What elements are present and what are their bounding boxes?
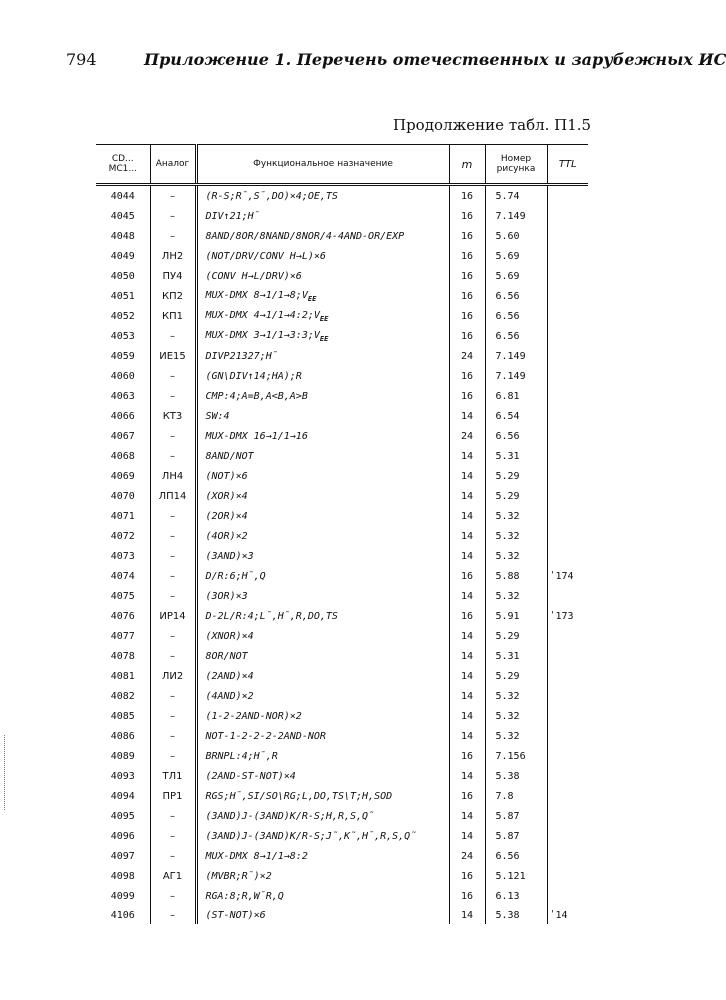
figure-number-cell: 7.8	[485, 786, 547, 806]
table-header-row	[96, 145, 588, 185]
figure-number-cell: 5.29	[485, 466, 547, 486]
analog-cell: КП1	[150, 306, 196, 326]
cd-number-cell: 4074	[110, 570, 135, 582]
function-cell: DIVP21327;H̄	[196, 346, 449, 366]
function-cell: (2AND-ST-NOT)×4	[196, 766, 449, 786]
analog-cell: –	[150, 526, 196, 546]
cd-number-cell: 4072	[110, 530, 135, 542]
function-cell: MUX-DMX 8→1/1→8:2	[196, 846, 449, 866]
ttl-analog-cell: ʹ173	[547, 606, 588, 626]
function-cell: MUX-DMX $3\to 1/1\to 3:3;V_{EE}$	[196, 326, 449, 346]
table-row	[96, 546, 588, 566]
cd-number-cell: 4044	[110, 190, 135, 202]
table-row	[96, 346, 588, 366]
cd-number-cell: 4052	[110, 310, 135, 322]
figure-number-cell: 7.156	[485, 746, 547, 766]
header-figure-line2: рисунка	[496, 164, 536, 174]
pin-count-cell: 14	[449, 666, 485, 686]
table-row	[96, 226, 588, 246]
figure-number-cell: 6.56	[485, 846, 547, 866]
cd-number-cell: 4048	[110, 230, 135, 242]
figure-number-cell: 5.31	[485, 446, 547, 466]
function-cell: (1-2-2AND-NOR)×2	[196, 706, 449, 726]
figure-number-cell: 6.81	[485, 386, 547, 406]
pin-count-cell: 16	[449, 185, 485, 207]
analog-cell: ПР1	[150, 786, 196, 806]
function-cell: D-2L/R:4;L̄,H̄,R,DO,TS	[196, 606, 449, 626]
analog-cell: ТЛ1	[150, 766, 196, 786]
table-row	[96, 606, 588, 626]
cd-number-cell: 4106	[110, 909, 135, 921]
figure-number-cell: 5.32	[485, 546, 547, 566]
function-cell: (2AND)×4	[196, 666, 449, 686]
table-row	[96, 426, 588, 446]
pin-count-cell: 14	[449, 466, 485, 486]
analog-cell: –	[150, 826, 196, 846]
table-row	[96, 566, 588, 586]
pin-count-cell: 14	[449, 486, 485, 506]
function-cell: CMP:4;A=B,A<B,A>B	[196, 386, 449, 406]
ttl-analog-cell	[547, 226, 588, 246]
function-cell: (XOR)×4	[196, 486, 449, 506]
figure-number-cell: 5.29	[485, 486, 547, 506]
pin-count-cell: 16	[449, 606, 485, 626]
header-analog: Аналог	[150, 145, 196, 185]
ttl-analog-cell	[547, 386, 588, 406]
analog-cell: –	[150, 686, 196, 706]
cd-number-cell: 4098	[110, 870, 135, 882]
table-row	[96, 386, 588, 406]
function-cell: 8AND/NOT	[196, 446, 449, 466]
ttl-analog-cell	[547, 346, 588, 366]
analog-cell: –	[150, 746, 196, 766]
table-row	[96, 286, 588, 306]
table-row	[96, 786, 588, 806]
figure-number-cell: 5.38	[485, 766, 547, 786]
ttl-analog-cell	[547, 266, 588, 286]
page-number: 794	[66, 50, 97, 69]
analog-cell: –	[150, 886, 196, 906]
ttl-analog-cell	[547, 406, 588, 426]
function-cell: NOT-1-2-2-2-2AND-NOR	[196, 726, 449, 746]
ttl-analog-cell	[547, 206, 588, 226]
cd-number-cell: 4049	[110, 250, 135, 262]
figure-number-cell: 5.69	[485, 246, 547, 266]
ttl-analog-cell: ʹ174	[547, 566, 588, 586]
cd-number-cell: 4086	[110, 730, 135, 742]
figure-number-cell: 5.32	[485, 526, 547, 546]
figure-number-cell: 5.29	[485, 666, 547, 686]
ttl-analog-cell	[547, 506, 588, 526]
ttl-analog-cell	[547, 246, 588, 266]
analog-cell: ЛН4	[150, 466, 196, 486]
ttl-analog-cell	[547, 326, 588, 346]
cd-number-cell: 4077	[110, 630, 135, 642]
figure-number-cell: 5.29	[485, 626, 547, 646]
ttl-analog-cell	[547, 286, 588, 306]
function-cell: (3AND)J-(3AND)K/R-S;H,R,S,Q̃	[196, 806, 449, 826]
function-cell: 8AND/8OR/8NAND/8NOR/4-4AND-OR/EXP	[196, 226, 449, 246]
cd-number-cell: 4095	[110, 810, 135, 822]
pin-count-cell: 14	[449, 646, 485, 666]
header-cd-line2: MC1...	[108, 164, 137, 174]
ttl-analog-cell	[547, 546, 588, 566]
cd-number-cell: 4051	[110, 290, 135, 302]
ic-table	[96, 144, 588, 924]
table-row	[96, 726, 588, 746]
function-cell: (4OR)×2	[196, 526, 449, 546]
analog-cell: –	[150, 506, 196, 526]
function-cell: RGS;H̄,SI/SO\RG;L,DO,TS\T;H,SOD	[196, 786, 449, 806]
pin-count-cell: 16	[449, 366, 485, 386]
table-row	[96, 826, 588, 846]
function-cell: (4AND)×2	[196, 686, 449, 706]
table-row	[96, 506, 588, 526]
figure-number-cell: 5.60	[485, 226, 547, 246]
analog-cell: –	[150, 646, 196, 666]
cd-number-cell: 4075	[110, 590, 135, 602]
ttl-analog-cell	[547, 486, 588, 506]
analog-cell: ИР14	[150, 606, 196, 626]
analog-cell: –	[150, 586, 196, 606]
table-row	[96, 766, 588, 786]
figure-number-cell: 5.91	[485, 606, 547, 626]
ttl-analog-cell	[547, 306, 588, 326]
analog-cell: КТ3	[150, 406, 196, 426]
ttl-analog-cell	[547, 366, 588, 386]
analog-cell: –	[150, 706, 196, 726]
table-row	[96, 846, 588, 866]
pin-count-cell: 14	[449, 826, 485, 846]
table-row	[96, 446, 588, 466]
function-cell: (NOT/DRV/CONV H→L)×6	[196, 246, 449, 266]
table-row	[96, 486, 588, 506]
function-cell: (XNOR)×4	[196, 626, 449, 646]
figure-number-cell: 5.32	[485, 706, 547, 726]
analog-cell: –	[150, 206, 196, 226]
table-row	[96, 686, 588, 706]
table-row	[96, 806, 588, 826]
pin-count-cell: 16	[449, 206, 485, 226]
cd-number-cell: 4045	[110, 210, 135, 222]
table-row	[96, 586, 588, 606]
header-ttl: TTL	[547, 145, 588, 185]
cd-number-cell: 4097	[110, 850, 135, 862]
pin-count-cell: 16	[449, 886, 485, 906]
figure-number-cell: 6.56	[485, 306, 547, 326]
table-row	[96, 366, 588, 386]
ttl-analog-cell	[547, 466, 588, 486]
pin-count-cell: 24	[449, 846, 485, 866]
analog-cell: –	[150, 366, 196, 386]
header-cd	[96, 145, 150, 185]
analog-cell: АГ1	[150, 866, 196, 886]
figure-number-cell: 5.38	[485, 906, 547, 924]
running-title: Приложение 1. Перечень отечественных и зарубежных ИС	[144, 50, 726, 69]
figure-number-cell: 5.121	[485, 866, 547, 886]
table-row	[96, 185, 588, 207]
analog-cell: –	[150, 185, 196, 207]
analog-cell: ИЕ15	[150, 346, 196, 366]
pin-count-cell: 14	[449, 706, 485, 726]
header-figure-line1: Номер	[500, 154, 532, 164]
table-row	[96, 886, 588, 906]
ttl-analog-cell	[547, 866, 588, 886]
table-row	[96, 206, 588, 226]
header-m: m	[449, 145, 485, 185]
header-function: Функциональное назначение	[196, 145, 449, 185]
pin-count-cell: 16	[449, 386, 485, 406]
figure-number-cell: 5.87	[485, 806, 547, 826]
analog-cell: –	[150, 846, 196, 866]
function-cell: DIV↑21;H̄	[196, 206, 449, 226]
analog-cell: –	[150, 546, 196, 566]
analog-cell: –	[150, 906, 196, 924]
figure-number-cell: 6.54	[485, 406, 547, 426]
cd-number-cell: 4081	[110, 670, 135, 682]
function-cell: MUX-DMX $4\to 1/1\to 4:2;V_{EE}$	[196, 306, 449, 326]
function-cell: (NOT)×6	[196, 466, 449, 486]
ttl-analog-cell	[547, 446, 588, 466]
pin-count-cell: 14	[449, 446, 485, 466]
pin-count-cell: 14	[449, 526, 485, 546]
pin-count-cell: 14	[449, 806, 485, 826]
analog-cell: ЛИ2	[150, 666, 196, 686]
analog-cell: –	[150, 386, 196, 406]
table-row	[96, 746, 588, 766]
ttl-analog-cell	[547, 786, 588, 806]
figure-number-cell: 6.56	[485, 286, 547, 306]
pin-count-cell: 14	[449, 726, 485, 746]
function-cell: (R-S;R̄,S̄,DO)×4;OE,TS	[196, 185, 449, 207]
analog-cell: ЛП14	[150, 486, 196, 506]
ttl-analog-cell	[547, 686, 588, 706]
figure-number-cell: 5.69	[485, 266, 547, 286]
analog-cell: ПУ4	[150, 266, 196, 286]
ttl-analog-cell	[547, 806, 588, 826]
cd-number-cell: 4099	[110, 890, 135, 902]
function-cell: MUX-DMX $8\to 1/1\to 8;V_{EE}$	[196, 286, 449, 306]
function-cell: D/R:6;H̄,Q	[196, 566, 449, 586]
pin-count-cell: 16	[449, 326, 485, 346]
table-row	[96, 306, 588, 326]
figure-number-cell: 5.32	[485, 586, 547, 606]
pin-count-cell: 16	[449, 266, 485, 286]
analog-cell: КП2	[150, 286, 196, 306]
cd-number-cell: 4069	[110, 470, 135, 482]
pin-count-cell: 14	[449, 546, 485, 566]
pin-count-cell: 16	[449, 566, 485, 586]
page-edge-marks	[4, 735, 6, 810]
table-body	[96, 185, 588, 925]
figure-number-cell: 5.32	[485, 686, 547, 706]
cd-number-cell: 4059	[110, 350, 135, 362]
ttl-analog-cell	[547, 746, 588, 766]
header-figure	[485, 145, 547, 185]
cd-number-cell: 4071	[110, 510, 135, 522]
pin-count-cell: 16	[449, 226, 485, 246]
pin-count-cell: 16	[449, 246, 485, 266]
ttl-analog-cell	[547, 526, 588, 546]
ttl-analog-cell	[547, 666, 588, 686]
table-row	[96, 866, 588, 886]
analog-cell: –	[150, 226, 196, 246]
ttl-analog-cell: ʹ14	[547, 906, 588, 924]
ttl-analog-cell	[547, 766, 588, 786]
analog-cell: –	[150, 426, 196, 446]
cd-number-cell: 4082	[110, 690, 135, 702]
pin-count-cell: 14	[449, 686, 485, 706]
cd-number-cell: 4050	[110, 270, 135, 282]
table-row	[96, 906, 588, 924]
figure-number-cell: 6.13	[485, 886, 547, 906]
figure-number-cell: 6.56	[485, 426, 547, 446]
ttl-analog-cell	[547, 726, 588, 746]
pin-count-cell: 16	[449, 306, 485, 326]
function-cell: RGA:8;R,W̄R,Q	[196, 886, 449, 906]
function-cell: (GN\DIV↑14;HA);R	[196, 366, 449, 386]
figure-number-cell: 5.32	[485, 726, 547, 746]
function-cell: SW:4	[196, 406, 449, 426]
function-cell: (3OR)×3	[196, 586, 449, 606]
ttl-analog-cell	[547, 185, 588, 207]
pin-count-cell: 14	[449, 506, 485, 526]
pin-count-cell: 14	[449, 406, 485, 426]
function-cell: (CONV H→L/DRV)×6	[196, 266, 449, 286]
cd-number-cell: 4066	[110, 410, 135, 422]
function-cell: (ST-NOT)×6	[196, 906, 449, 924]
cd-number-cell: 4093	[110, 770, 135, 782]
pin-count-cell: 16	[449, 286, 485, 306]
analog-cell: ЛН2	[150, 246, 196, 266]
analog-cell: –	[150, 626, 196, 646]
figure-number-cell: 5.88	[485, 566, 547, 586]
figure-number-cell: 5.32	[485, 506, 547, 526]
ttl-analog-cell	[547, 586, 588, 606]
table-row	[96, 326, 588, 346]
cd-number-cell: 4094	[110, 790, 135, 802]
cd-number-cell: 4096	[110, 830, 135, 842]
analog-cell: –	[150, 566, 196, 586]
cd-number-cell: 4053	[110, 330, 135, 342]
table-row	[96, 406, 588, 426]
analog-cell: –	[150, 726, 196, 746]
figure-number-cell: 7.149	[485, 206, 547, 226]
table-row	[96, 466, 588, 486]
pin-count-cell: 14	[449, 766, 485, 786]
ttl-analog-cell	[547, 646, 588, 666]
cd-number-cell: 4089	[110, 750, 135, 762]
cd-number-cell: 4085	[110, 710, 135, 722]
table-row	[96, 626, 588, 646]
analog-cell: –	[150, 326, 196, 346]
table-continuation-caption: Продолжение табл. П1.5	[393, 116, 592, 134]
ttl-analog-cell	[547, 886, 588, 906]
header-cd-line1: CD...	[111, 154, 134, 164]
table-row	[96, 646, 588, 666]
ttl-analog-cell	[547, 826, 588, 846]
ttl-analog-cell	[547, 626, 588, 646]
analog-cell: –	[150, 446, 196, 466]
analog-cell: –	[150, 806, 196, 826]
table-row	[96, 666, 588, 686]
ttl-analog-cell	[547, 426, 588, 446]
figure-number-cell: 7.149	[485, 366, 547, 386]
cd-number-cell: 4063	[110, 390, 135, 402]
cd-number-cell: 4073	[110, 550, 135, 562]
figure-number-cell: 6.56	[485, 326, 547, 346]
pin-count-cell: 14	[449, 906, 485, 924]
table-row	[96, 266, 588, 286]
ttl-analog-cell	[547, 706, 588, 726]
cd-number-cell: 4078	[110, 650, 135, 662]
figure-number-cell: 7.149	[485, 346, 547, 366]
table-row	[96, 526, 588, 546]
pin-count-cell: 24	[449, 346, 485, 366]
pin-count-cell: 14	[449, 586, 485, 606]
function-cell: (MVBR;R̄)×2	[196, 866, 449, 886]
figure-number-cell: 5.87	[485, 826, 547, 846]
cd-number-cell: 4060	[110, 370, 135, 382]
function-cell: (3AND)J-(3AND)K/R-S;J̃,K̃,H̄,R,S,Q̃	[196, 826, 449, 846]
function-cell: (3AND)×3	[196, 546, 449, 566]
ttl-analog-cell	[547, 846, 588, 866]
pin-count-cell: 14	[449, 626, 485, 646]
pin-count-cell: 16	[449, 746, 485, 766]
cd-number-cell: 4076	[110, 610, 135, 622]
pin-count-cell: 16	[449, 786, 485, 806]
function-cell: 8OR/NOT	[196, 646, 449, 666]
figure-number-cell: 5.74	[485, 185, 547, 207]
cd-number-cell: 4068	[110, 450, 135, 462]
table-row	[96, 706, 588, 726]
function-cell: BRNPL:4;H̄,R	[196, 746, 449, 766]
pin-count-cell: 16	[449, 866, 485, 886]
function-cell: MUX-DMX 16→1/1→16	[196, 426, 449, 446]
function-cell: (2OR)×4	[196, 506, 449, 526]
pin-count-cell: 24	[449, 426, 485, 446]
table-row	[96, 246, 588, 266]
figure-number-cell: 5.31	[485, 646, 547, 666]
cd-number-cell: 4067	[110, 430, 135, 442]
cd-number-cell: 4070	[110, 490, 135, 502]
